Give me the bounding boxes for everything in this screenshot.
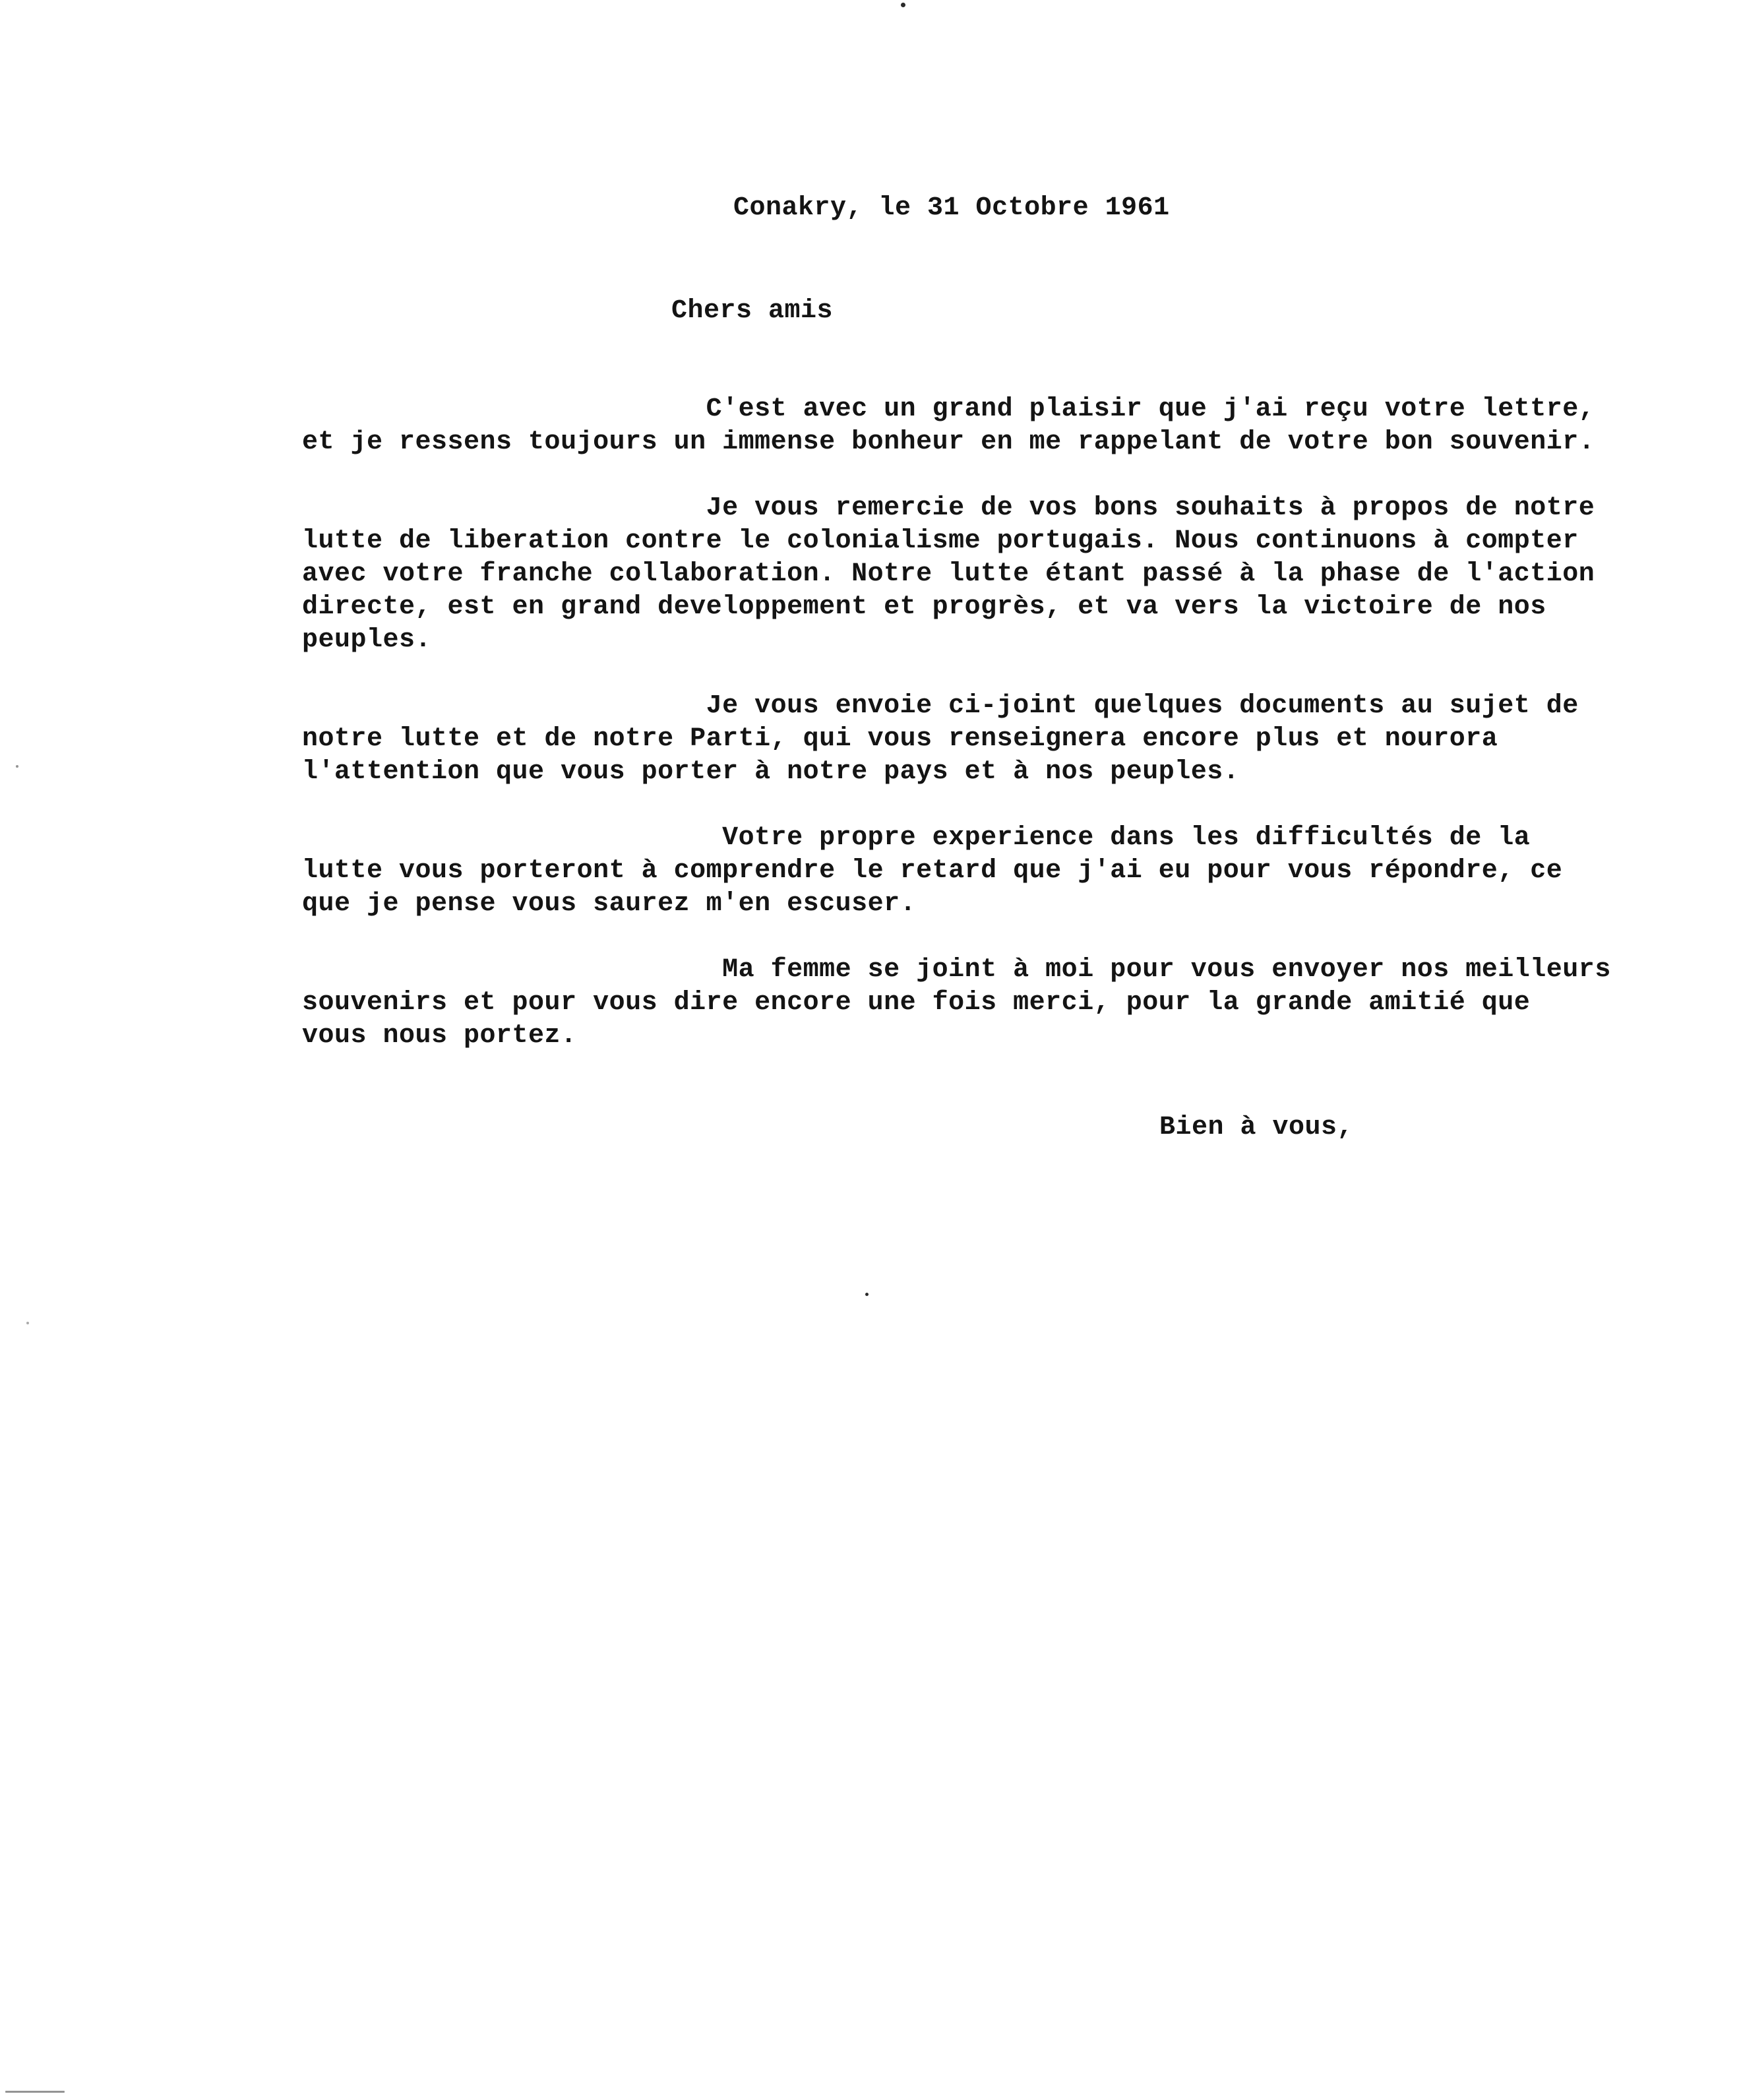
paragraph-1 — [302, 393, 1595, 459]
letter-closing: Bien à vous, — [1159, 1113, 1354, 1142]
letter-salutation: Chers amis — [671, 296, 834, 326]
text-line: avec votre franche collaboration. Notre lutte étant passé à la phase de l'action — [302, 559, 1595, 589]
text-line: l'attention que vous porter à notre pays et à nos peuples. — [302, 757, 1240, 787]
text-line: Je vous envoie ci-joint quelques documents au sujet de — [302, 691, 1579, 721]
paragraph-4 — [302, 822, 1562, 921]
text-line: peuples. — [302, 625, 432, 655]
paragraph-2 — [302, 492, 1595, 657]
text-line: Votre propre experience dans les difficultés de la — [302, 823, 1531, 853]
text-line: que je pense vous saurez m'en escuser. — [302, 889, 917, 919]
text-line: et je ressens toujours un immense bonheur en me rappelant de votre bon souvenir. — [302, 427, 1595, 457]
text-line: Je vous remercie de vos bons souhaits à propos de notre — [302, 493, 1595, 523]
scan-speck — [901, 3, 905, 7]
text-line: Ma femme se joint à moi pour vous envoyer nos meilleurs — [302, 955, 1611, 985]
text-line: lutte vous porteront à comprendre le retard que j'ai eu pour vous répondre, ce — [302, 856, 1563, 886]
text-line: lutte de liberation contre le colonialisme portugais. Nous continuons à compter — [302, 526, 1579, 556]
text-line: C'est avec un grand plaisir que j'ai reçu votre lettre, — [302, 394, 1595, 424]
scan-speck — [5, 2091, 65, 2093]
text-line: notre lutte et de notre Parti, qui vous renseignera encore plus et nourora — [302, 724, 1498, 754]
letter-date: Conakry, le 31 Octobre 1961 — [733, 193, 1170, 223]
scan-speck — [16, 765, 18, 768]
scan-speck — [865, 1293, 869, 1296]
paragraph-3 — [302, 690, 1579, 789]
scan-speck — [26, 1322, 29, 1324]
text-line: directe, est en grand developpement et progrès, et va vers la victoire de nos — [302, 592, 1546, 622]
text-line: souvenirs et pour vous dire encore une fois merci, pour la grande amitié que — [302, 988, 1531, 1018]
paragraph-5 — [302, 954, 1611, 1053]
text-line: vous nous portez. — [302, 1021, 577, 1051]
